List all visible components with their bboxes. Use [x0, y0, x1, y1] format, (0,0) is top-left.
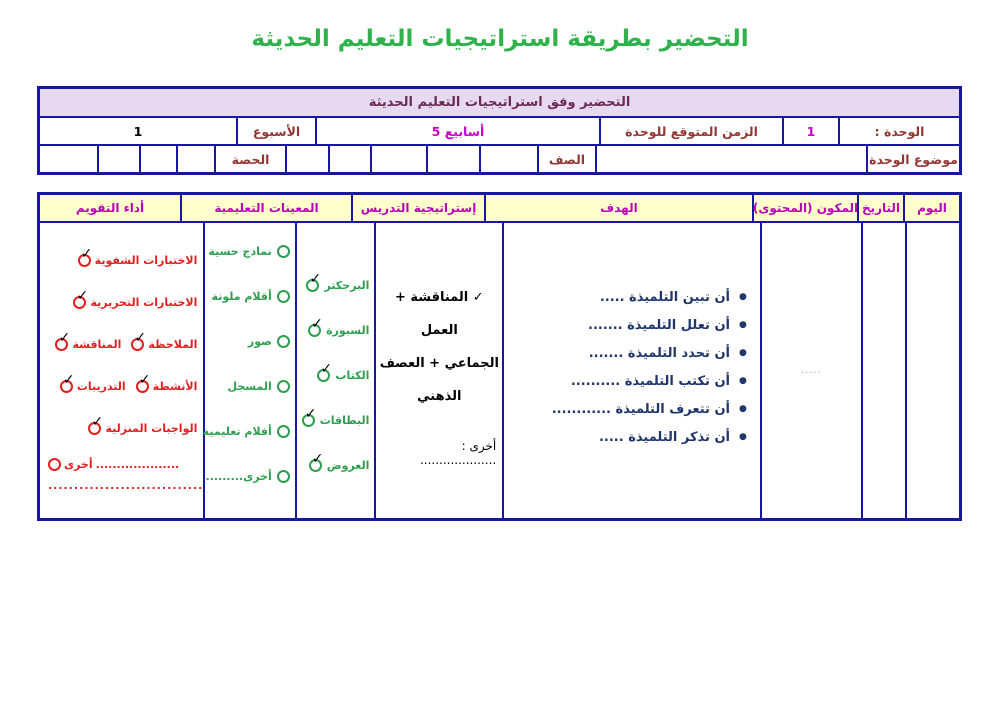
unit-topic-field[interactable]	[595, 146, 866, 172]
strategy-selected-line: ✓ المناقشة + العمل	[394, 290, 484, 338]
checked-circle-icon[interactable]: ✓	[55, 338, 68, 351]
column-header-strategy: إستراتيجية التدريس	[351, 195, 484, 221]
page-title: التحضير بطريقة استراتيجيات التعليم الحديثة	[251, 26, 749, 52]
objective-item: ● أن تحدد التلميذة .......	[588, 345, 747, 361]
column-header-component: المكون (المحتوى)	[752, 195, 857, 221]
bullet-icon: ●	[739, 320, 747, 330]
table-body-row	[40, 221, 959, 518]
circle-icon[interactable]	[277, 245, 290, 258]
period-label: الحصة	[214, 146, 285, 172]
expected-time-value: 5 أسابيع	[315, 118, 599, 144]
aid-option[interactable]: أخرى.........	[198, 454, 295, 499]
expected-time-label: الزمن المتوقع للوحدة	[599, 118, 782, 144]
evaluation-row	[40, 281, 203, 323]
bullet-icon: ●	[739, 292, 747, 302]
objective-item: ● أن تبين التلميذة .....	[599, 289, 747, 305]
objective-item: ● أن تذكر التلميذة .....	[598, 429, 747, 445]
circle-icon[interactable]	[277, 425, 290, 438]
class-field[interactable]	[426, 146, 479, 172]
aids-checked-column	[295, 223, 375, 518]
evaluation-option[interactable]: ✓ الملاحظة	[131, 338, 197, 351]
lesson-plan-table	[37, 192, 962, 521]
aid-option[interactable]: ✓ البطاقات	[297, 398, 375, 443]
objective-item: ● أن تتعرف التلميذة ............	[551, 401, 747, 417]
strategy-selected-line: الجماعي + العصف	[379, 356, 499, 371]
aid-option[interactable]: صور	[198, 319, 295, 364]
column-header-day: اليوم	[903, 195, 959, 221]
circle-icon[interactable]	[277, 470, 290, 483]
class-field[interactable]	[370, 146, 426, 172]
evaluation-other-field[interactable]: أخرى ....................	[40, 449, 203, 479]
checked-circle-icon[interactable]: ✓	[73, 296, 86, 309]
week-value: 1	[133, 123, 143, 139]
date-cell[interactable]	[861, 223, 905, 518]
evaluation-cell	[40, 223, 203, 518]
checked-circle-icon[interactable]: ✓	[88, 422, 101, 435]
objectives-cell	[502, 223, 760, 518]
week-label: الأسبوع	[236, 118, 315, 144]
aids-cell	[203, 223, 374, 518]
aid-option[interactable]: أقلام ملونة	[198, 274, 295, 319]
checked-circle-icon[interactable]: ✓	[306, 279, 319, 292]
info-table	[37, 86, 962, 175]
bullet-icon: ●	[739, 348, 747, 358]
checked-circle-icon[interactable]: ✓	[302, 414, 315, 427]
checked-circle-icon[interactable]: ✓	[317, 369, 330, 382]
column-header-objective: الهدف	[484, 195, 752, 221]
component-cell[interactable]	[760, 223, 861, 518]
evaluation-row	[40, 407, 203, 449]
circle-icon[interactable]	[277, 335, 290, 348]
evaluation-row	[40, 239, 203, 281]
aids-unchecked-column	[198, 223, 295, 518]
aid-option[interactable]: نماذج حسية	[198, 229, 295, 274]
strategy-selected-line: الذهني	[417, 389, 462, 404]
class-label: الصف	[537, 146, 595, 172]
info-row-topic	[40, 144, 959, 172]
circle-icon[interactable]	[277, 380, 290, 393]
evaluation-row	[40, 323, 203, 365]
evaluation-option[interactable]: ✓ التدريبات	[60, 380, 126, 393]
evaluation-option[interactable]: ✓ المناقشة	[55, 338, 121, 351]
component-dots: .....	[800, 365, 822, 376]
period-field[interactable]	[97, 146, 139, 172]
aid-option[interactable]: أفلام تعليمية	[198, 409, 295, 454]
info-row-unit	[40, 116, 959, 144]
aid-option[interactable]: المسجل	[198, 364, 295, 409]
class-field[interactable]	[328, 146, 370, 172]
evaluation-option[interactable]: ✓ الاختبارات الشفوية	[78, 254, 198, 267]
check-icon: ✓	[472, 290, 484, 305]
checked-circle-icon[interactable]: ✓	[309, 459, 322, 472]
objective-item: ● أن تعلل التلميذة .......	[588, 317, 747, 333]
strategy-cell	[374, 223, 502, 518]
table-header-row	[40, 195, 959, 221]
unit-topic-label: موضوع الوحدة	[866, 146, 959, 172]
day-cell[interactable]	[905, 223, 959, 518]
aid-option[interactable]: ✓ الكتاب	[297, 353, 375, 398]
strategy-other-field[interactable]: أخرى : ....................	[419, 439, 497, 467]
class-field[interactable]	[285, 146, 328, 172]
checked-circle-icon[interactable]: ✓	[308, 324, 321, 337]
circle-icon[interactable]	[277, 290, 290, 303]
bullet-icon: ●	[739, 404, 747, 414]
unit-label: الوحدة :	[838, 118, 959, 144]
evaluation-option[interactable]: ✓ الأنشطة	[136, 380, 198, 393]
checked-circle-icon[interactable]: ✓	[136, 380, 149, 393]
evaluation-option[interactable]: ✓ الواجبات المنزلية	[88, 422, 197, 435]
circle-icon[interactable]	[48, 458, 61, 471]
unit-value: 1	[782, 118, 838, 144]
column-header-date: التاريخ	[857, 195, 903, 221]
bullet-icon: ●	[739, 432, 747, 442]
checked-circle-icon[interactable]: ✓	[60, 380, 73, 393]
banner-title: التحضير وفق استراتيجيات التعليم الحديثة	[40, 89, 959, 116]
objective-item: ● أن تكتب التلميذة ..........	[570, 373, 747, 389]
checked-circle-icon[interactable]: ✓	[131, 338, 144, 351]
column-header-evaluation: أداء التقويم	[75, 201, 145, 215]
dots-line: ..............................	[48, 479, 204, 492]
evaluation-row	[40, 365, 203, 407]
evaluation-option[interactable]: ✓ الاختبارات التحريرية	[73, 296, 197, 309]
checked-circle-icon[interactable]: ✓	[78, 254, 91, 267]
period-field[interactable]	[176, 146, 214, 172]
aid-option[interactable]: ✓ السبورة	[297, 308, 375, 353]
period-field[interactable]	[40, 146, 97, 172]
aid-option[interactable]: ✓ العروض	[297, 443, 375, 488]
class-field[interactable]	[479, 146, 537, 172]
period-field[interactable]	[139, 146, 176, 172]
bullet-icon: ●	[739, 376, 747, 386]
aid-option[interactable]: ✓ البرجكتر	[297, 263, 375, 308]
column-header-aids: المعينات التعليمية	[180, 195, 351, 221]
